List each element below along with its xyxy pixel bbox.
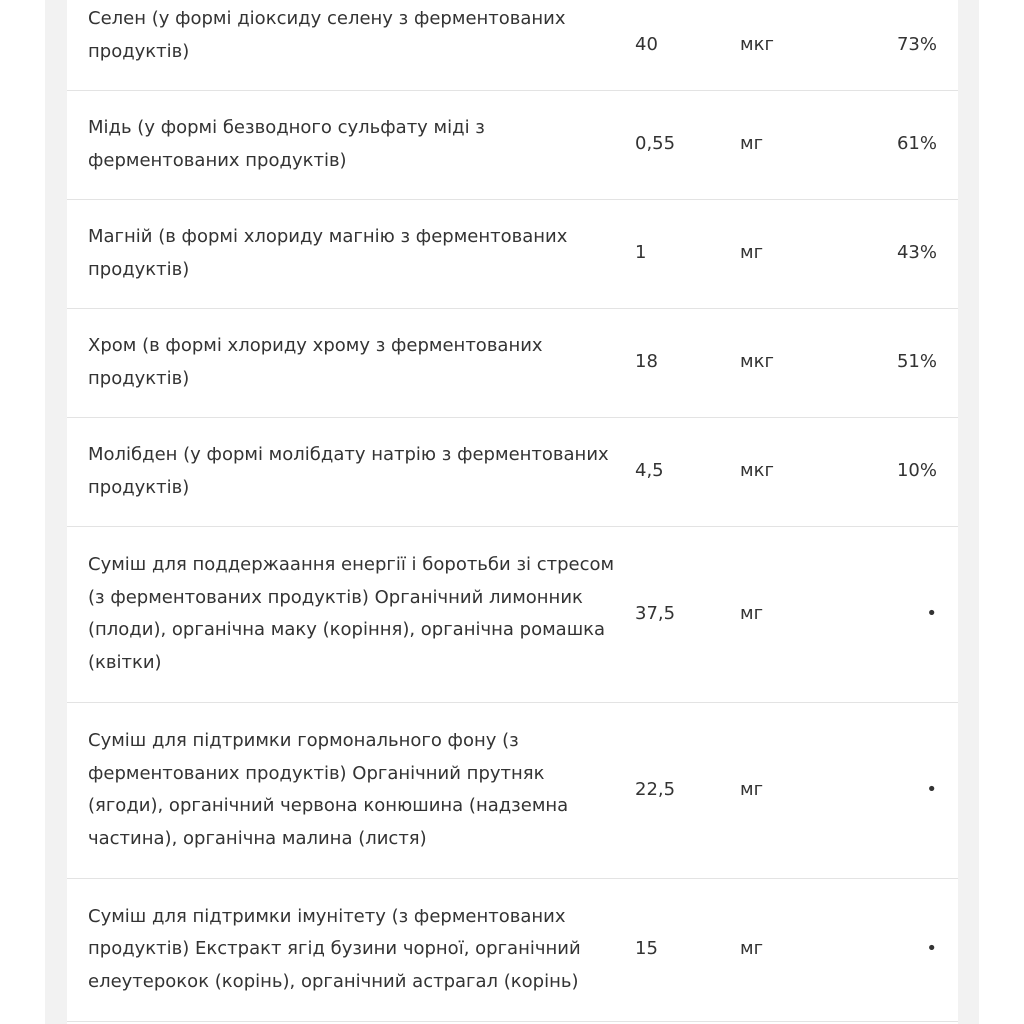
table-row [67,526,958,702]
ingredient-amount: 18 [635,308,740,417]
ingredient-amount: 4,5 [635,417,740,526]
daily-value: 61% [890,90,958,199]
daily-value: 73% [890,0,958,90]
daily-value: 51% [890,308,958,417]
ingredient-name: Магній (в формі хлориду магнію з ферментованих продуктів) [67,199,635,308]
table-row [67,308,958,417]
daily-value: • [890,878,958,1021]
daily-value: • [890,702,958,878]
ingredient-amount: 15 [635,878,740,1021]
table-row [67,199,958,308]
ingredient-amount: 1 [635,199,740,308]
table-row [67,90,958,199]
ingredient-unit: мг [740,702,890,878]
daily-value: • [890,526,958,702]
ingredient-name: Мідь (у формі безводного сульфату міді з ферментованих продуктів) [67,90,635,199]
table-row [67,417,958,526]
ingredient-unit: мг [740,526,890,702]
ingredient-unit: мкг [740,308,890,417]
ingredient-name: Суміш для поддержаання енергії і боротьби зі стресом (з ферментованих продуктів) Органічний лимонник (плоди), органічна маку (коріння), органічна ромашка (квітки) [67,526,635,702]
nutrition-table [67,0,958,1022]
ingredient-amount: 22,5 [635,702,740,878]
nutrition-table-container [67,0,958,1024]
ingredient-unit: мкг [740,417,890,526]
table-row [67,878,958,1021]
ingredient-amount: 37,5 [635,526,740,702]
ingredient-name: Суміш для підтримки імунітету (з ферментованих продуктів) Екстракт ягід бузини чорної, органічний елеутерокок (корінь), органічний астрагал (корінь) [67,878,635,1021]
daily-value: 43% [890,199,958,308]
table-row [67,0,958,90]
ingredient-name: Молібден (у формі молібдату натрію з ферментованих продуктів) [67,417,635,526]
ingredient-amount: 0,55 [635,90,740,199]
ingredient-name: Селен (у формі діоксиду селену з ферментованих продуктів) [67,0,635,90]
ingredient-unit: мкг [740,0,890,90]
daily-value: 10% [890,417,958,526]
ingredient-unit: мг [740,90,890,199]
ingredient-unit: мг [740,199,890,308]
ingredient-unit: мг [740,878,890,1021]
ingredient-amount: 40 [635,0,740,90]
table-row [67,702,958,878]
ingredient-name: Суміш для підтримки гормонального фону (з ферментованих продуктів) Органічний прутняк (ягоди), органічний червона конюшина (надземна частина), органічна малина (листя) [67,702,635,878]
ingredient-name: Хром (в формі хлориду хрому з ферментованих продуктів) [67,308,635,417]
